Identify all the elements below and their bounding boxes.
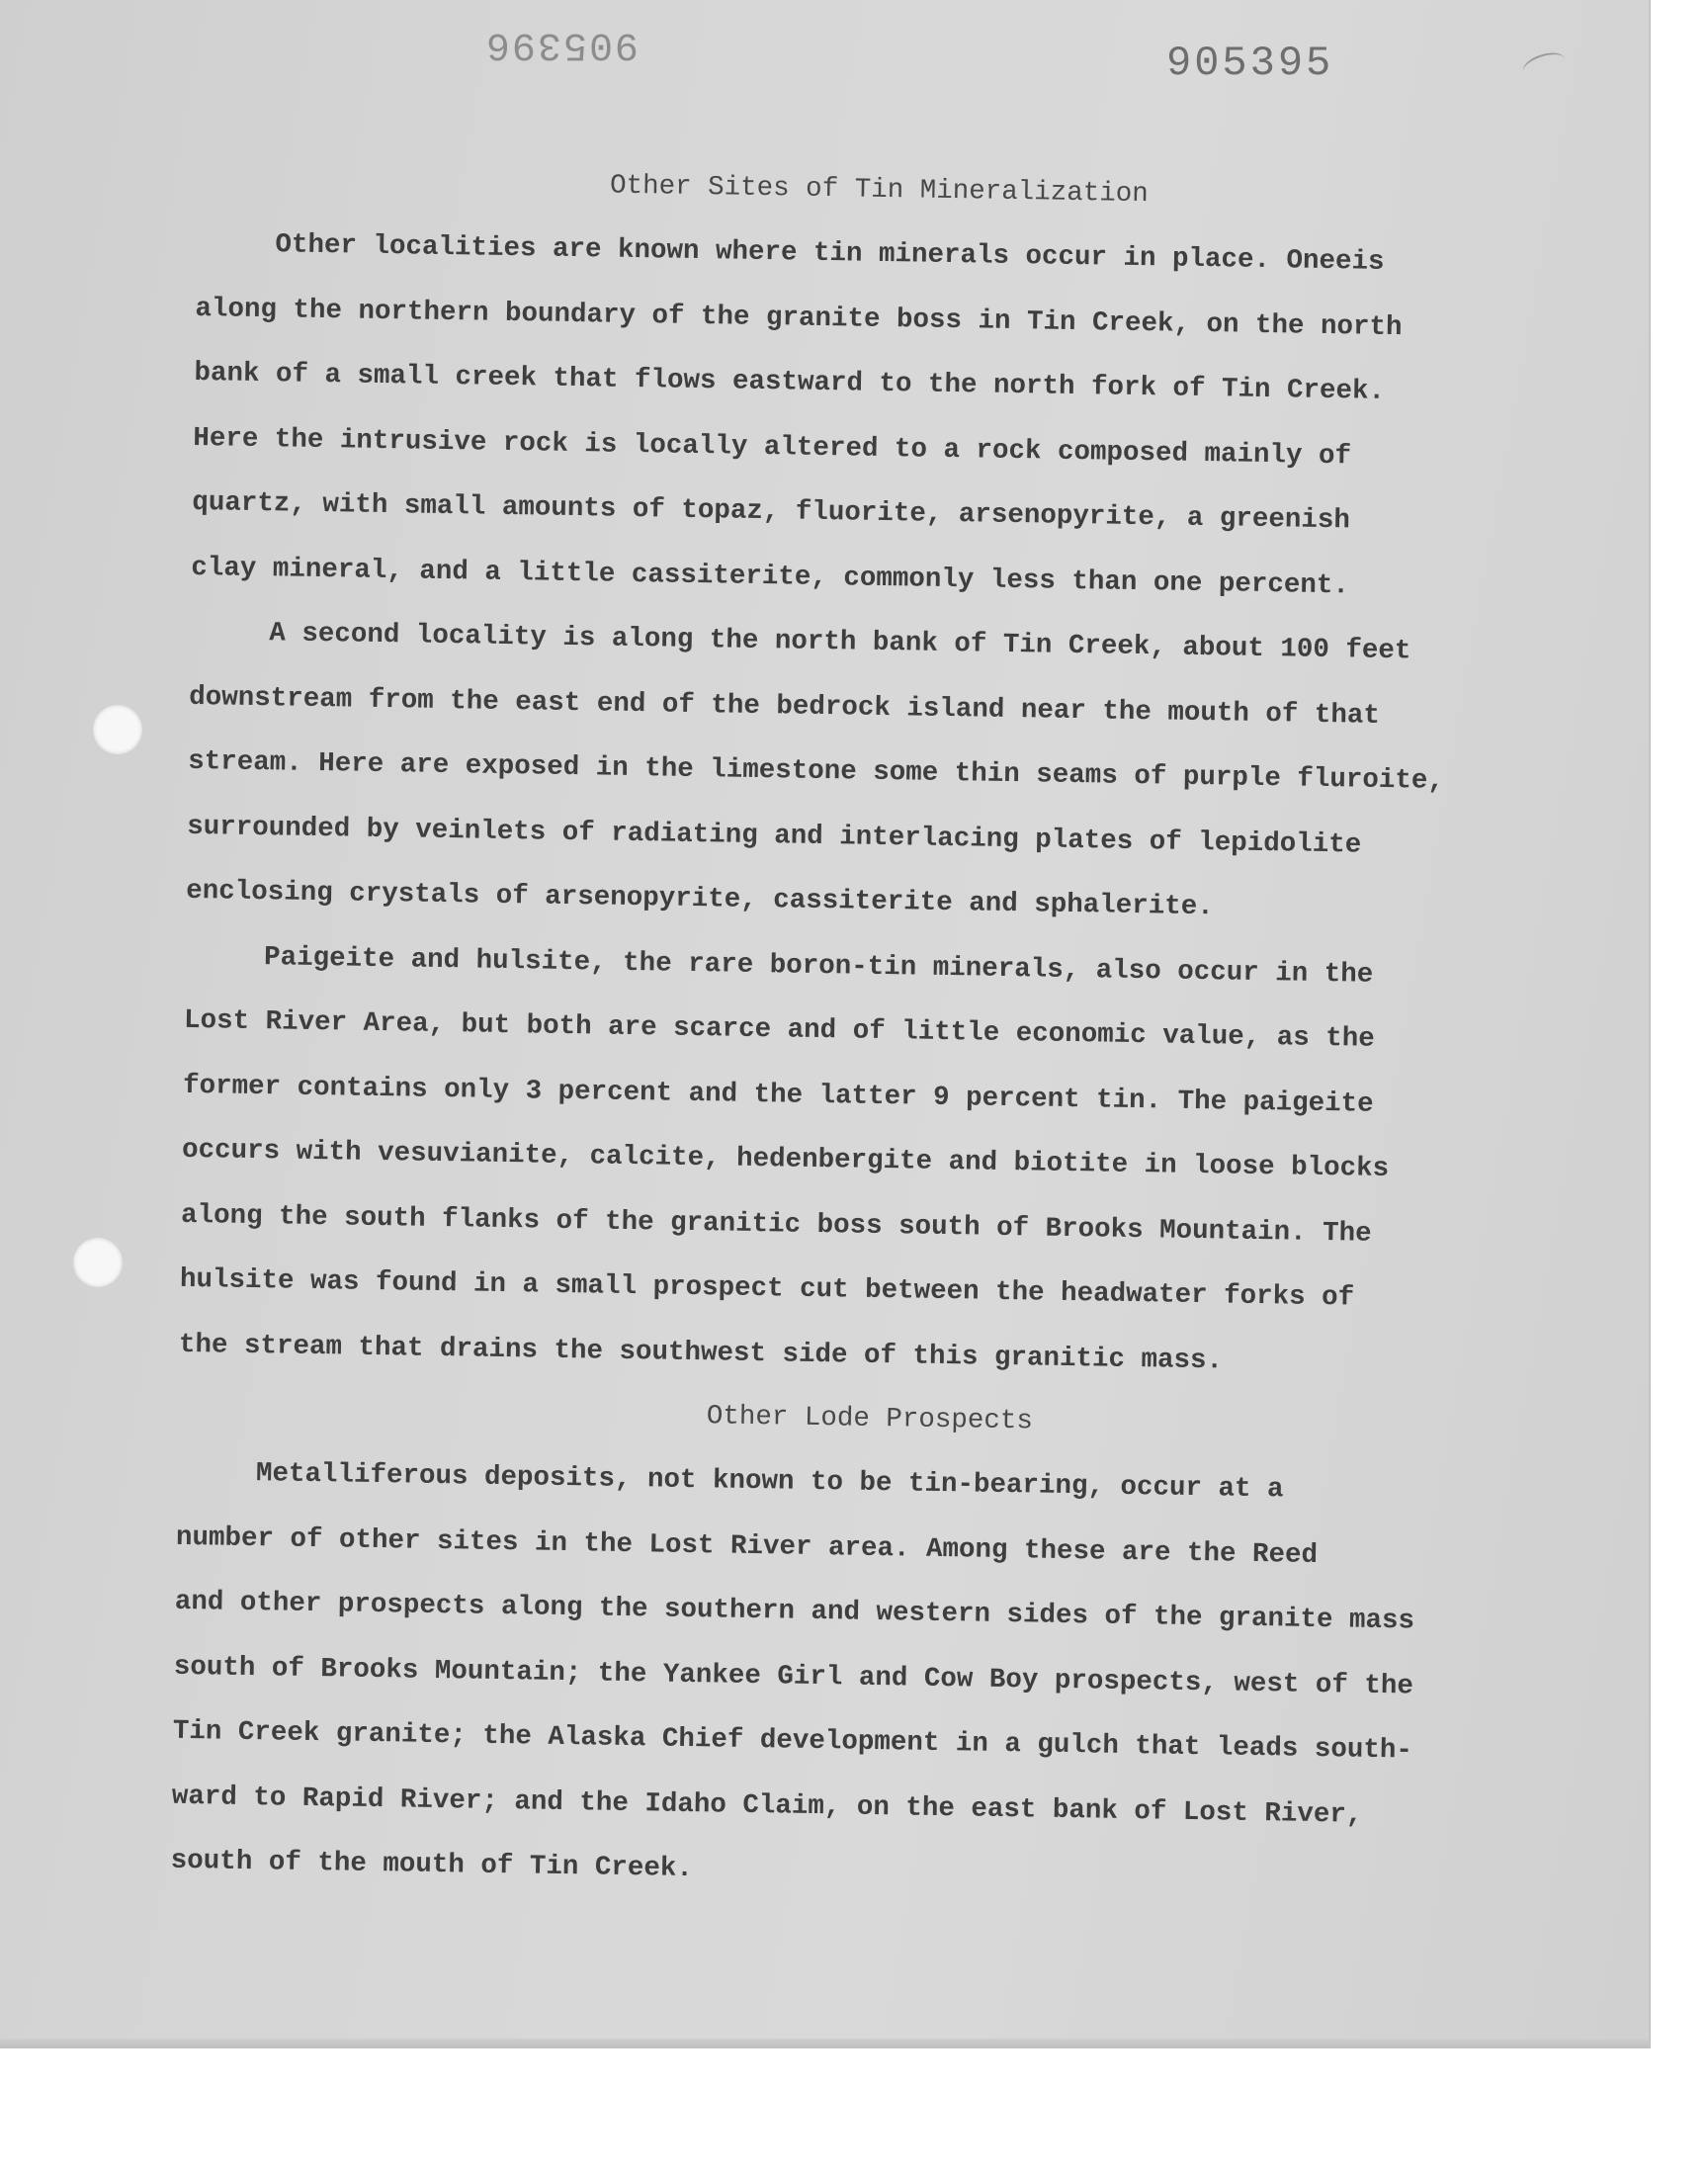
text-line: along the northern boundary of the granite boss in Tin Creek, on the north bbox=[195, 293, 1403, 343]
text-line: Other localities are known where tin minerals occur in place. Oneeis bbox=[275, 229, 1385, 278]
text-line: Metalliferous deposits, not known to be tin-bearing, occur at a bbox=[255, 1458, 1284, 1506]
text-line: clay mineral, and a little cassiterite, commonly less than one percent. bbox=[191, 552, 1350, 601]
paper-curl-mark bbox=[1520, 48, 1569, 83]
text-line: Paigeite and hulsite, the rare boron-tin minerals, also occur in the bbox=[263, 941, 1374, 991]
paragraph-metalliferous-deposits bbox=[170, 1440, 1501, 1914]
punch-hole-top bbox=[93, 705, 142, 754]
text-line: south of Brooks Mountain; the Yankee Girl and Cow Boy prospects, west of the bbox=[173, 1651, 1414, 1702]
section-heading-tin-sites: Other Sites of Tin Mineralization bbox=[609, 170, 1149, 211]
text-line: Here the intrusive rock is locally altered to a rock composed mainly of bbox=[193, 422, 1352, 472]
text-line: hulsite was found in a small prospect cut between the headwater forks of bbox=[179, 1263, 1355, 1314]
punch-hole-bottom bbox=[73, 1238, 123, 1287]
text-line: surrounded by veinlets of radiating and interlacing plates of lepidolite bbox=[186, 811, 1362, 861]
text-line: number of other sites in the Lost River area. Among these are the Reed bbox=[175, 1522, 1319, 1571]
document-body bbox=[170, 148, 1522, 1914]
text-line: and other prospects along the southern and western sides of the granite mass bbox=[174, 1586, 1415, 1637]
page-stamp-number: 905395 bbox=[1166, 40, 1334, 87]
paragraph-paigeite-hulsite bbox=[178, 923, 1509, 1397]
text-line: quartz, with small amounts of topaz, fluorite, arsenopyrite, a greenish bbox=[192, 486, 1351, 537]
text-line: the stream that drains the southwest side of this granitic mass. bbox=[178, 1329, 1224, 1376]
text-line: south of the mouth of Tin Creek. bbox=[170, 1845, 694, 1885]
section-heading-lode-prospects: Other Lode Prospects bbox=[706, 1401, 1034, 1437]
text-line: occurs with vesuvianite, calcite, hedenbergite and biotite in loose blocks bbox=[181, 1134, 1390, 1185]
text-line: former contains only 3 percent and the latter 9 percent tin. The paigeite bbox=[182, 1070, 1374, 1120]
text-line: enclosing crystals of arsenopyrite, cassiterite and sphalerite. bbox=[185, 875, 1214, 923]
text-line: Tin Creek granite; the Alaska Chief development in a gulch that leads south- bbox=[172, 1715, 1413, 1767]
text-line: Lost River Area, but both are scarce and of little economic value, as the bbox=[183, 1004, 1375, 1055]
text-line: stream. Here are exposed in the limestone some thin seams of purple fluroite, bbox=[188, 745, 1445, 797]
text-line: ward to Rapid River; and the Idaho Claim, on the east bank of Lost River, bbox=[171, 1781, 1363, 1831]
text-line: downstream from the east end of the bedrock island near the mouth of that bbox=[189, 681, 1381, 732]
bleed-through-number: 905396 bbox=[484, 22, 640, 66]
paragraph-other-localities bbox=[191, 212, 1521, 621]
paragraph-second-locality bbox=[186, 600, 1515, 945]
text-line: A second locality is along the north bank of Tin Creek, about 100 feet bbox=[269, 618, 1411, 667]
text-line: bank of a small creek that flows eastward to the north fork of Tin Creek. bbox=[194, 357, 1386, 407]
text-line: along the south flanks of the granitic boss south of Brooks Mountain. The bbox=[180, 1199, 1372, 1250]
